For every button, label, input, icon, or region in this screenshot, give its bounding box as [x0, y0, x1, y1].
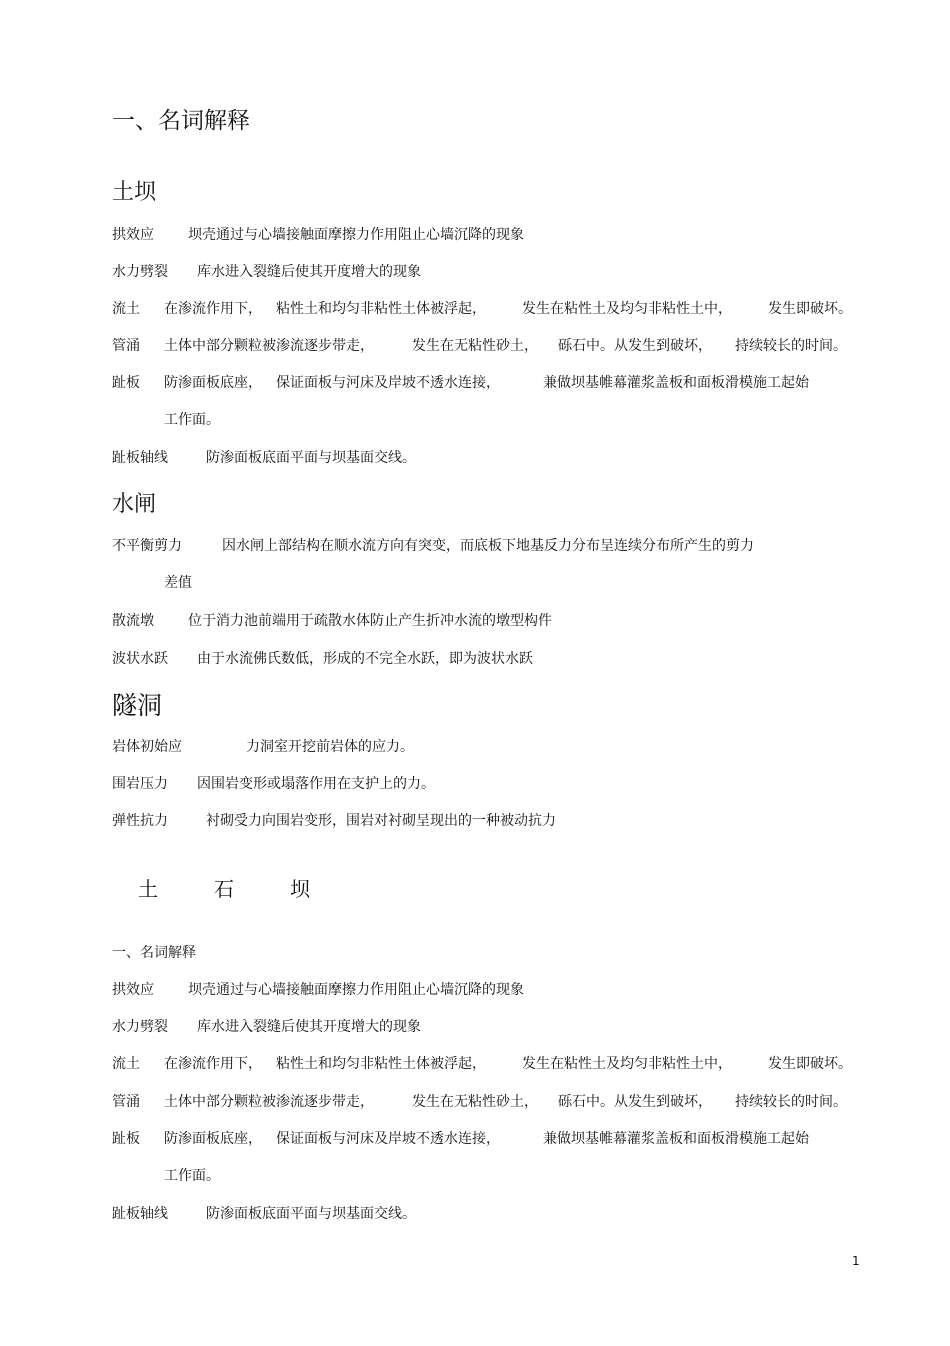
term-definition: 粘性土和均匀非粘性土体被浮起，: [276, 1056, 486, 1072]
term-definition: 发生即破坏。: [768, 1056, 852, 1072]
term-definition: 在渗流作用下，: [164, 301, 262, 317]
term-definition: 位于消力池前端用于疏散水体防止产生折冲水流的墩型构件: [188, 613, 552, 629]
term-definition: 由于水流佛氏数低，形成的不完全水跃，即为波状水跃: [197, 651, 533, 667]
term-definition: 坝壳通过与心墙接触面摩擦力作用阻止心墙沉降的现象: [188, 227, 524, 243]
term-definition: 兼做坝基帷幕灌浆盖板和面板滑模施工起始: [543, 1131, 809, 1147]
spaced-title: [138, 873, 366, 902]
term-definition: 力洞室开挖前岩体的应力。: [246, 739, 414, 755]
term-label: 弹性抗力: [112, 813, 168, 829]
term-definition: 因围岩变形或塌落作用在支护上的力。: [197, 776, 435, 792]
term-definition: 发生在粘性土及均匀非粘性土中，: [522, 1056, 732, 1072]
term-definition: 库水进入裂缝后使其开度增大的现象: [197, 1019, 421, 1035]
section-heading-shuizha: 水闸: [112, 492, 157, 517]
term-definition-continued: 差值: [164, 575, 192, 591]
term-definition: 砾石中。从发生到破坏，: [558, 1094, 712, 1110]
term-definition: 发生在粘性土及均匀非粘性土中，: [522, 301, 732, 317]
title-char: 石: [214, 877, 234, 901]
term-definition: 保证面板与河床及岸坡不透水连接，: [276, 375, 500, 391]
term-definition: 持续较长的时间。: [735, 338, 847, 354]
page-number: 1: [852, 1254, 860, 1268]
term-definition: 防渗面板底面平面与坝基面交线。: [206, 450, 416, 466]
term-definition: 发生在无粘性砂土，: [412, 1094, 538, 1110]
term-label: 流土: [112, 301, 140, 317]
term-label: 趾板轴线: [112, 450, 168, 466]
term-definition: 防渗面板底座，: [164, 1131, 262, 1147]
term-definition: 发生在无粘性砂土，: [412, 338, 538, 354]
term-definition: 防渗面板底面平面与坝基面交线。: [206, 1206, 416, 1222]
term-label: 趾板: [112, 1131, 140, 1147]
title-char: 土: [138, 877, 158, 901]
term-label: 围岩压力: [112, 776, 168, 792]
term-label: 岩体初始应: [112, 739, 182, 755]
term-definition: 土体中部分颗粒被渗流逐步带走，: [164, 1094, 374, 1110]
term-definition: 库水进入裂缝后使其开度增大的现象: [197, 264, 421, 280]
term-label: 趾板: [112, 375, 140, 391]
term-definition: 衬砌受力向围岩变形，围岩对衬砌呈现出的一种被动抗力: [206, 813, 556, 829]
term-label: 拱效应: [112, 227, 154, 243]
term-definition-continued: 工作面。: [164, 1168, 220, 1184]
term-label: 管涌: [112, 1094, 140, 1110]
term-label: 拱效应: [112, 982, 154, 998]
term-label: 管涌: [112, 338, 140, 354]
term-label: 水力劈裂: [112, 1019, 168, 1035]
section-heading-tuba: 土坝: [112, 180, 157, 205]
term-label: 不平衡剪力: [112, 538, 182, 554]
term-definition: 保证面板与河床及岸坡不透水连接，: [276, 1131, 500, 1147]
term-definition: 坝壳通过与心墙接触面摩擦力作用阻止心墙沉降的现象: [188, 982, 524, 998]
term-label: 流土: [112, 1056, 140, 1072]
term-definition: 土体中部分颗粒被渗流逐步带走，: [164, 338, 374, 354]
term-definition: 持续较长的时间。: [735, 1094, 847, 1110]
term-label: 波状水跃: [112, 651, 168, 667]
term-definition: 在渗流作用下，: [164, 1056, 262, 1072]
term-definition-continued: 工作面。: [164, 412, 220, 428]
heading-terms: 一、名词解释: [112, 108, 250, 134]
term-definition: 因水闸上部结构在顺水流方向有突变，而底板下地基反力分布呈连续分布所产生的剪力: [222, 538, 754, 554]
section-heading-suidong: 隧洞: [112, 691, 163, 720]
term-label: 趾板轴线: [112, 1206, 168, 1222]
term-label: 散流墩: [112, 613, 154, 629]
title-char: 坝: [290, 877, 310, 901]
term-definition: 发生即破坏。: [768, 301, 852, 317]
term-definition: 防渗面板底座，: [164, 375, 262, 391]
term-definition: 兼做坝基帷幕灌浆盖板和面板滑模施工起始: [543, 375, 809, 391]
term-definition: 粘性土和均匀非粘性土体被浮起，: [276, 301, 486, 317]
term-definition: 砾石中。从发生到破坏，: [558, 338, 712, 354]
subheading-terms: 一、名词解释: [112, 945, 196, 961]
term-label: 水力劈裂: [112, 264, 168, 280]
